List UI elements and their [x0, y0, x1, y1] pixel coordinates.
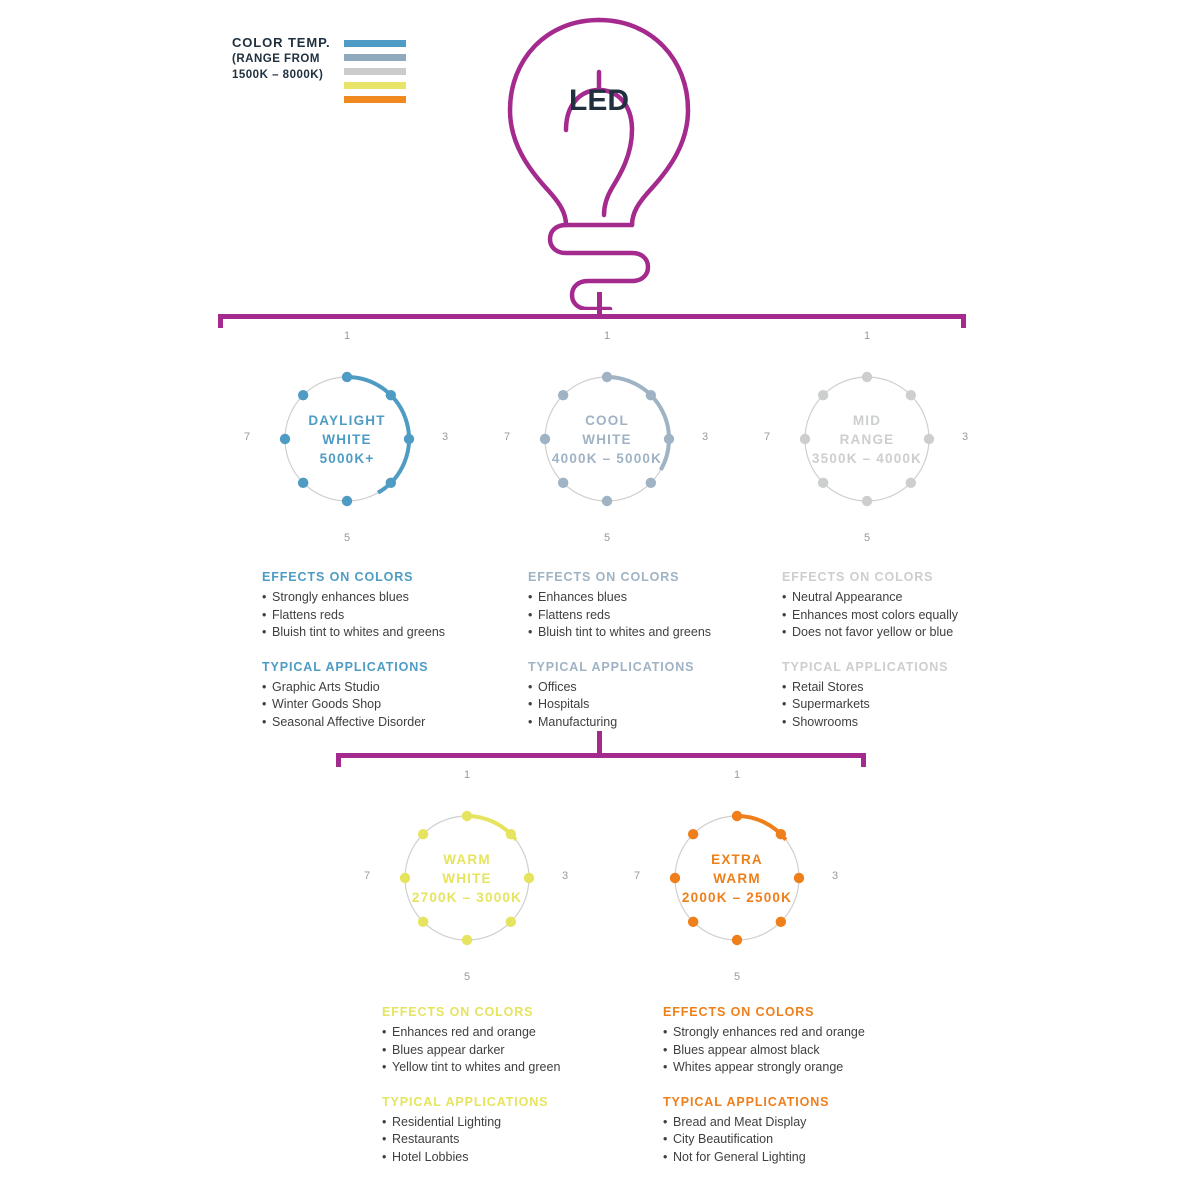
list-item: • City Beautification: [663, 1131, 913, 1149]
dial-dot-4[interactable]: [906, 478, 916, 488]
effects-list-cool-white: [528, 589, 758, 642]
dial-number-3: 3: [562, 870, 569, 882]
effects-list-daylight-white: [262, 589, 492, 642]
dial-label-line-0: WARM: [443, 851, 491, 867]
dial-extra-warm[interactable]: [634, 769, 839, 983]
list-item: • Manufacturing: [528, 714, 758, 732]
list-item: • Blues appear darker: [382, 1042, 612, 1060]
legend-subtitle-line2: 1500K – 8000K): [232, 69, 324, 81]
connector-drop-right-top: [961, 314, 966, 328]
dial-dot-8[interactable]: [688, 829, 698, 839]
dial-number-7: 7: [764, 431, 771, 443]
applications-heading-warm-white: TYPICAL APPLICATIONS: [382, 1094, 549, 1109]
effects-heading-cool-white: EFFECTS ON COLORS: [528, 570, 680, 584]
list-item: • Restaurants: [382, 1131, 612, 1149]
dial-number-3: 3: [702, 431, 709, 443]
dial-number-5: 5: [604, 532, 611, 544]
textblock-warm-white: [382, 1005, 612, 1184]
legend-title: COLOR TEMP.: [232, 35, 331, 50]
dial-number-7: 7: [364, 870, 371, 882]
textblock-cool-white: [528, 570, 758, 749]
dial-number-3: 3: [962, 431, 969, 443]
dial-dot-1[interactable]: [602, 372, 612, 382]
dial-dot-8[interactable]: [418, 829, 428, 839]
dial-cool-white[interactable]: [504, 330, 709, 544]
legend-swatch-3: [344, 82, 406, 89]
dial-dot-8[interactable]: [558, 390, 568, 400]
dial-dot-2[interactable]: [386, 390, 396, 400]
list-item: • Flattens reds: [528, 607, 758, 625]
dial-center-label: [646, 850, 828, 907]
dial-number-7: 7: [634, 870, 641, 882]
dial-label-line-1: WARM: [713, 870, 761, 886]
dial-dot-8[interactable]: [298, 390, 308, 400]
dial-number-7: 7: [244, 431, 251, 443]
dial-dot-2[interactable]: [646, 390, 656, 400]
dial-center-label: [776, 411, 958, 468]
list-item: • Bluish tint to whites and greens: [528, 624, 758, 642]
dial-label-line-2: 3500K – 4000K: [811, 450, 923, 466]
applications-list-extra-warm: [663, 1114, 913, 1167]
textblock-mid-range: [782, 570, 1012, 749]
list-item: • Retail Stores: [782, 679, 1012, 697]
list-item: • Hospitals: [528, 696, 758, 714]
dial-center-label: [256, 411, 438, 468]
dial-number-1: 1: [464, 769, 471, 781]
applications-heading-extra-warm: TYPICAL APPLICATIONS: [663, 1094, 830, 1109]
dial-number-1: 1: [734, 769, 741, 781]
textblock-extra-warm: [663, 1005, 913, 1184]
color-temp-legend: [232, 34, 412, 83]
legend-swatch-0: [344, 40, 406, 47]
dial-dot-1[interactable]: [342, 372, 352, 382]
connector-drop-left-top: [218, 314, 223, 328]
dial-label-line-2: 2000K – 2500K: [681, 889, 793, 905]
list-item: • Enhances red and orange: [382, 1024, 612, 1042]
list-item: • Strongly enhances red and orange: [663, 1024, 913, 1042]
dial-label-line-2: 2700K – 3000K: [411, 889, 523, 905]
dial-number-5: 5: [344, 532, 351, 544]
dial-dot-4[interactable]: [386, 478, 396, 488]
legend-swatch-4: [344, 96, 406, 103]
dial-center-label: [376, 850, 558, 907]
dial-dot-5[interactable]: [602, 496, 612, 506]
dial-label-line-0: EXTRA: [711, 851, 763, 867]
list-item: • Bluish tint to whites and greens: [262, 624, 492, 642]
list-item: • Showrooms: [782, 714, 1012, 732]
list-item: • Bread and Meat Display: [663, 1114, 913, 1132]
list-item: • Winter Goods Shop: [262, 696, 492, 714]
dial-label-line-1: WHITE: [442, 870, 492, 886]
list-item: • Hotel Lobbies: [382, 1149, 612, 1167]
bulb-svg: [470, 10, 730, 310]
list-item: • Seasonal Affective Disorder: [262, 714, 492, 732]
list-item: • Residential Lighting: [382, 1114, 612, 1132]
dial-label-line-0: DAYLIGHT: [308, 412, 386, 428]
textblock-daylight-white: [262, 570, 492, 749]
dial-daylight-white[interactable]: [244, 330, 449, 544]
list-item: • Enhances blues: [528, 589, 758, 607]
list-item: • Enhances most colors equally: [782, 607, 1012, 625]
applications-list-cool-white: [528, 679, 758, 732]
dial-label-line-1: WHITE: [582, 431, 632, 447]
effects-heading-mid-range: EFFECTS ON COLORS: [782, 570, 934, 584]
dial-dot-6[interactable]: [418, 917, 428, 927]
legend-swatch-1: [344, 54, 406, 61]
dial-number-1: 1: [864, 330, 871, 342]
dial-number-1: 1: [344, 330, 351, 342]
effects-list-warm-white: [382, 1024, 612, 1077]
list-item: • Not for General Lighting: [663, 1149, 913, 1167]
dial-dot-6[interactable]: [298, 478, 308, 488]
dial-number-1: 1: [604, 330, 611, 342]
dial-mid-range[interactable]: [764, 330, 969, 544]
dial-number-3: 3: [442, 431, 449, 443]
dial-dot-2[interactable]: [776, 829, 786, 839]
dial-label-line-0: MID: [852, 412, 882, 428]
dial-label-line-0: COOL: [585, 412, 629, 428]
applications-heading-mid-range: TYPICAL APPLICATIONS: [782, 659, 949, 674]
dial-dot-5[interactable]: [342, 496, 352, 506]
dial-number-5: 5: [864, 532, 871, 544]
list-item: • Neutral Appearance: [782, 589, 1012, 607]
dial-label-line-2: 4000K – 5000K: [551, 450, 663, 466]
list-item: • Yellow tint to whites and green: [382, 1059, 612, 1077]
effects-heading-warm-white: EFFECTS ON COLORS: [382, 1005, 534, 1019]
bulb-label: LED: [569, 84, 629, 117]
dial-label-line-1: WHITE: [322, 431, 372, 447]
dial-warm-white[interactable]: [364, 769, 569, 983]
dial-number-3: 3: [832, 870, 839, 882]
dial-dot-1[interactable]: [732, 811, 742, 821]
dial-dot-4[interactable]: [646, 478, 656, 488]
legend-swatch-stack: [344, 40, 406, 110]
effects-list-extra-warm: [663, 1024, 913, 1077]
dial-label-line-2: 5000K+: [319, 450, 375, 466]
list-item: • Blues appear almost black: [663, 1042, 913, 1060]
list-item: • Graphic Arts Studio: [262, 679, 492, 697]
effects-heading-extra-warm: EFFECTS ON COLORS: [663, 1005, 815, 1019]
list-item: • Does not favor yellow or blue: [782, 624, 1012, 642]
dial-dot-1[interactable]: [862, 372, 872, 382]
dial-number-5: 5: [734, 971, 741, 983]
list-item: • Strongly enhances blues: [262, 589, 492, 607]
dial-dot-6[interactable]: [818, 478, 828, 488]
dial-number-5: 5: [464, 971, 471, 983]
connector-bus-bottom: [336, 753, 866, 758]
connector-drop-right-bottom: [861, 753, 866, 767]
dial-dot-4[interactable]: [776, 917, 786, 927]
dial-dot-6[interactable]: [558, 478, 568, 488]
dial-dot-6[interactable]: [688, 917, 698, 927]
applications-heading-daylight-white: TYPICAL APPLICATIONS: [262, 659, 429, 674]
applications-list-daylight-white: [262, 679, 492, 732]
effects-list-mid-range: [782, 589, 1012, 642]
dial-dot-2[interactable]: [906, 390, 916, 400]
dial-dot-8[interactable]: [818, 390, 828, 400]
dial-dot-1[interactable]: [462, 811, 472, 821]
applications-list-warm-white: [382, 1114, 612, 1167]
connector-drop-left-bottom: [336, 753, 341, 767]
list-item: • Whites appear strongly orange: [663, 1059, 913, 1077]
legend-swatch-2: [344, 68, 406, 75]
dial-dot-5[interactable]: [462, 935, 472, 945]
applications-heading-cool-white: TYPICAL APPLICATIONS: [528, 659, 695, 674]
connector-bus-top: [218, 314, 966, 319]
list-item: • Flattens reds: [262, 607, 492, 625]
dial-dot-5[interactable]: [862, 496, 872, 506]
dial-label-line-1: RANGE: [839, 431, 895, 447]
dial-dot-4[interactable]: [506, 917, 516, 927]
applications-list-mid-range: [782, 679, 1012, 732]
connector-stem-top: [597, 292, 602, 314]
dial-dot-2[interactable]: [506, 829, 516, 839]
dial-number-7: 7: [504, 431, 511, 443]
dial-dot-5[interactable]: [732, 935, 742, 945]
list-item: • Supermarkets: [782, 696, 1012, 714]
dial-center-label: [516, 411, 698, 468]
led-bulb-illustration: [470, 10, 730, 315]
list-item: • Offices: [528, 679, 758, 697]
effects-heading-daylight-white: EFFECTS ON COLORS: [262, 570, 414, 584]
legend-subtitle-line1: (RANGE FROM: [232, 53, 320, 65]
